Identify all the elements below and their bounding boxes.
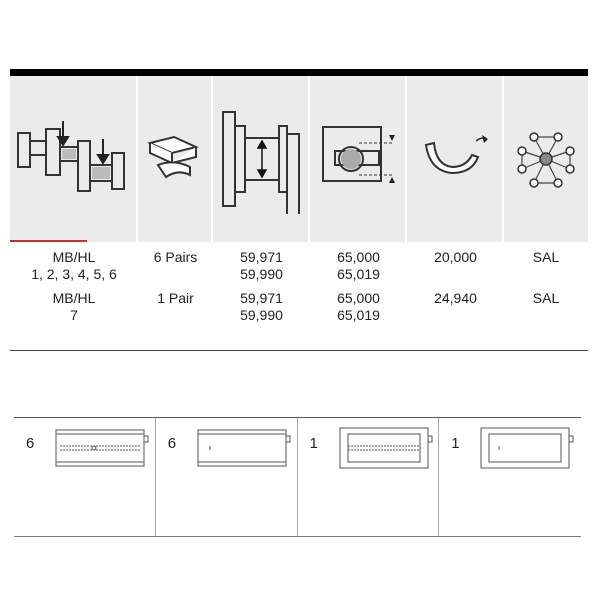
shell-thickness-icon [407,76,504,242]
icon-header-row [10,76,588,242]
bearing-spec-table [10,69,588,324]
part-quantity: 1 [309,435,318,452]
part-cell [14,418,156,536]
material-value: SAL [532,290,560,306]
part-cell [298,418,440,536]
section-divider [10,350,588,351]
bore-max-value: 65,019 [337,307,380,323]
flanged-plain-shell-drawing-icon [479,424,575,470]
grooved-bearing-shell-drawing-icon [54,424,150,470]
bore-min-value: 65,000 [337,249,380,265]
part-quantity: 6 [167,435,177,452]
material-structure-icon [504,76,588,242]
bore-max-value: 65,019 [337,266,380,282]
bearing-shell-pair-icon [138,76,213,242]
part-quantity: 1 [451,435,460,452]
position-label: MB/HL [52,249,96,265]
bore-min-value: 65,000 [337,290,380,306]
width-value: 24,940 [434,290,477,306]
flanged-grooved-shell-drawing-icon [338,424,434,470]
accent-underline [10,240,87,242]
quantity-value: 1 Pair [157,290,194,306]
journal-diameter-icon [213,76,310,242]
material-value: SAL [532,249,560,265]
part-cell [156,418,298,536]
table-row [10,290,588,324]
position-detail: 1, 2, 3, 4, 5, 6 [31,266,117,282]
width-value: 20,000 [434,249,477,265]
quantity-value: 6 Pairs [153,249,198,265]
position-label: MB/HL [52,290,96,306]
housing-bore-icon [310,76,407,242]
table-row [10,249,588,283]
journal-max-value: 59,990 [240,307,283,323]
position-detail: 7 [70,307,78,323]
part-cell [439,418,581,536]
table-top-border [10,69,588,76]
journal-min-value: 59,971 [240,249,283,265]
plain-bearing-shell-drawing-icon [196,424,292,470]
part-quantity: 6 [26,435,35,452]
journal-max-value: 59,990 [240,266,283,282]
crankshaft-main-bearing-icon [10,76,138,242]
journal-min-value: 59,971 [240,290,283,306]
parts-drawing-table [14,417,581,537]
